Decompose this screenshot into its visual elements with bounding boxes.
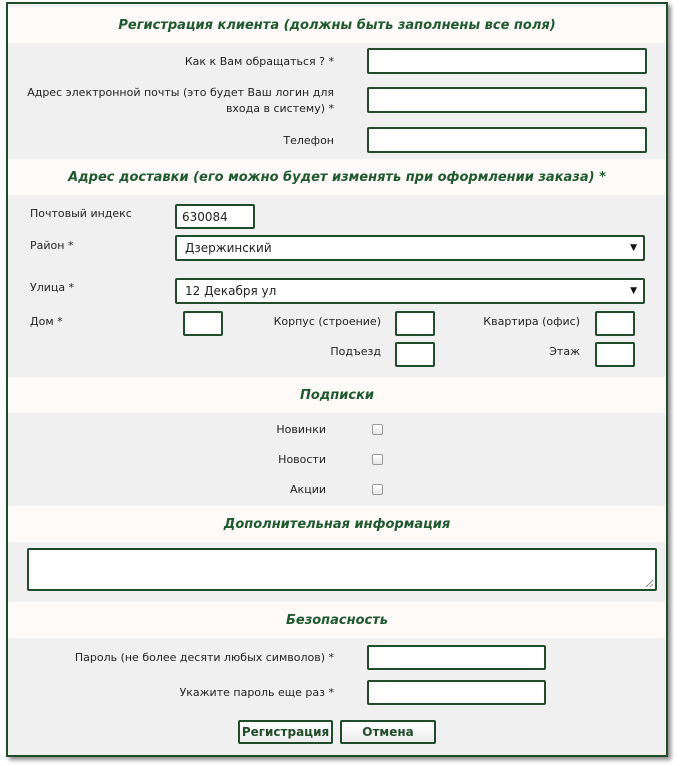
floor-label: Этаж	[549, 345, 580, 358]
floor-input[interactable]	[595, 342, 635, 367]
street-select[interactable]	[175, 278, 645, 304]
resize-grip-icon[interactable]	[645, 579, 653, 587]
section-title-additional: Дополнительная информация	[8, 506, 666, 542]
password-input[interactable]	[367, 645, 546, 670]
district-select-value: Дзержинский	[185, 241, 272, 255]
additional-info-textarea[interactable]	[27, 548, 657, 591]
email-label-line2: входа в систему) *	[225, 102, 334, 115]
section-title-subscriptions: Подписки	[8, 377, 666, 413]
subscription-new-checkbox[interactable]	[372, 424, 383, 435]
chevron-down-icon: ▼	[630, 243, 637, 253]
phone-input[interactable]	[367, 127, 647, 153]
street-label: Улица *	[30, 281, 75, 294]
entrance-input[interactable]	[395, 342, 435, 367]
password-repeat-label: Укажите пароль еще раз *	[179, 686, 334, 699]
email-input[interactable]	[367, 87, 647, 113]
name-label: Как к Вам обращаться ? *	[184, 55, 334, 68]
section-title-security: Безопасность	[8, 602, 666, 638]
chevron-down-icon: ▼	[630, 286, 637, 296]
subscription-news-label: Новости	[278, 453, 326, 466]
subscription-news-checkbox[interactable]	[372, 454, 383, 465]
password-repeat-input[interactable]	[367, 680, 546, 705]
street-select-value: 12 Декабря ул	[185, 284, 277, 298]
subscription-promo-checkbox[interactable]	[372, 484, 383, 495]
phone-label: Телефон	[283, 134, 334, 147]
subscription-new-label: Новинки	[276, 423, 326, 436]
section-title-registration: Регистрация клиента (должны быть заполнены все поля)	[8, 7, 666, 43]
house-input[interactable]	[183, 311, 223, 336]
apartment-input[interactable]	[595, 311, 635, 336]
postcode-input[interactable]	[175, 204, 255, 229]
password-label: Пароль (не более десяти любых символов) *	[74, 651, 334, 664]
postcode-label: Почтовый индекс	[30, 207, 132, 220]
subscription-promo-label: Акции	[290, 483, 326, 496]
house-label: Дом *	[30, 315, 63, 328]
section-title-delivery: Адрес доставки (его можно будет изменять при оформлении заказа) *	[8, 159, 666, 195]
registration-form	[6, 2, 668, 757]
apartment-label: Квартира (офис)	[483, 315, 580, 328]
cancel-button[interactable]: Отмена	[340, 720, 436, 744]
name-input[interactable]	[367, 48, 647, 74]
entrance-label: Подъезд	[330, 345, 381, 358]
district-label: Район *	[30, 239, 74, 252]
register-button[interactable]: Регистрация	[238, 720, 333, 744]
building-input[interactable]	[395, 311, 435, 336]
building-label: Корпус (строение)	[273, 315, 381, 328]
district-select[interactable]	[175, 235, 645, 261]
email-label-line1: Адрес электронной почты (это будет Ваш логин для	[27, 86, 334, 99]
